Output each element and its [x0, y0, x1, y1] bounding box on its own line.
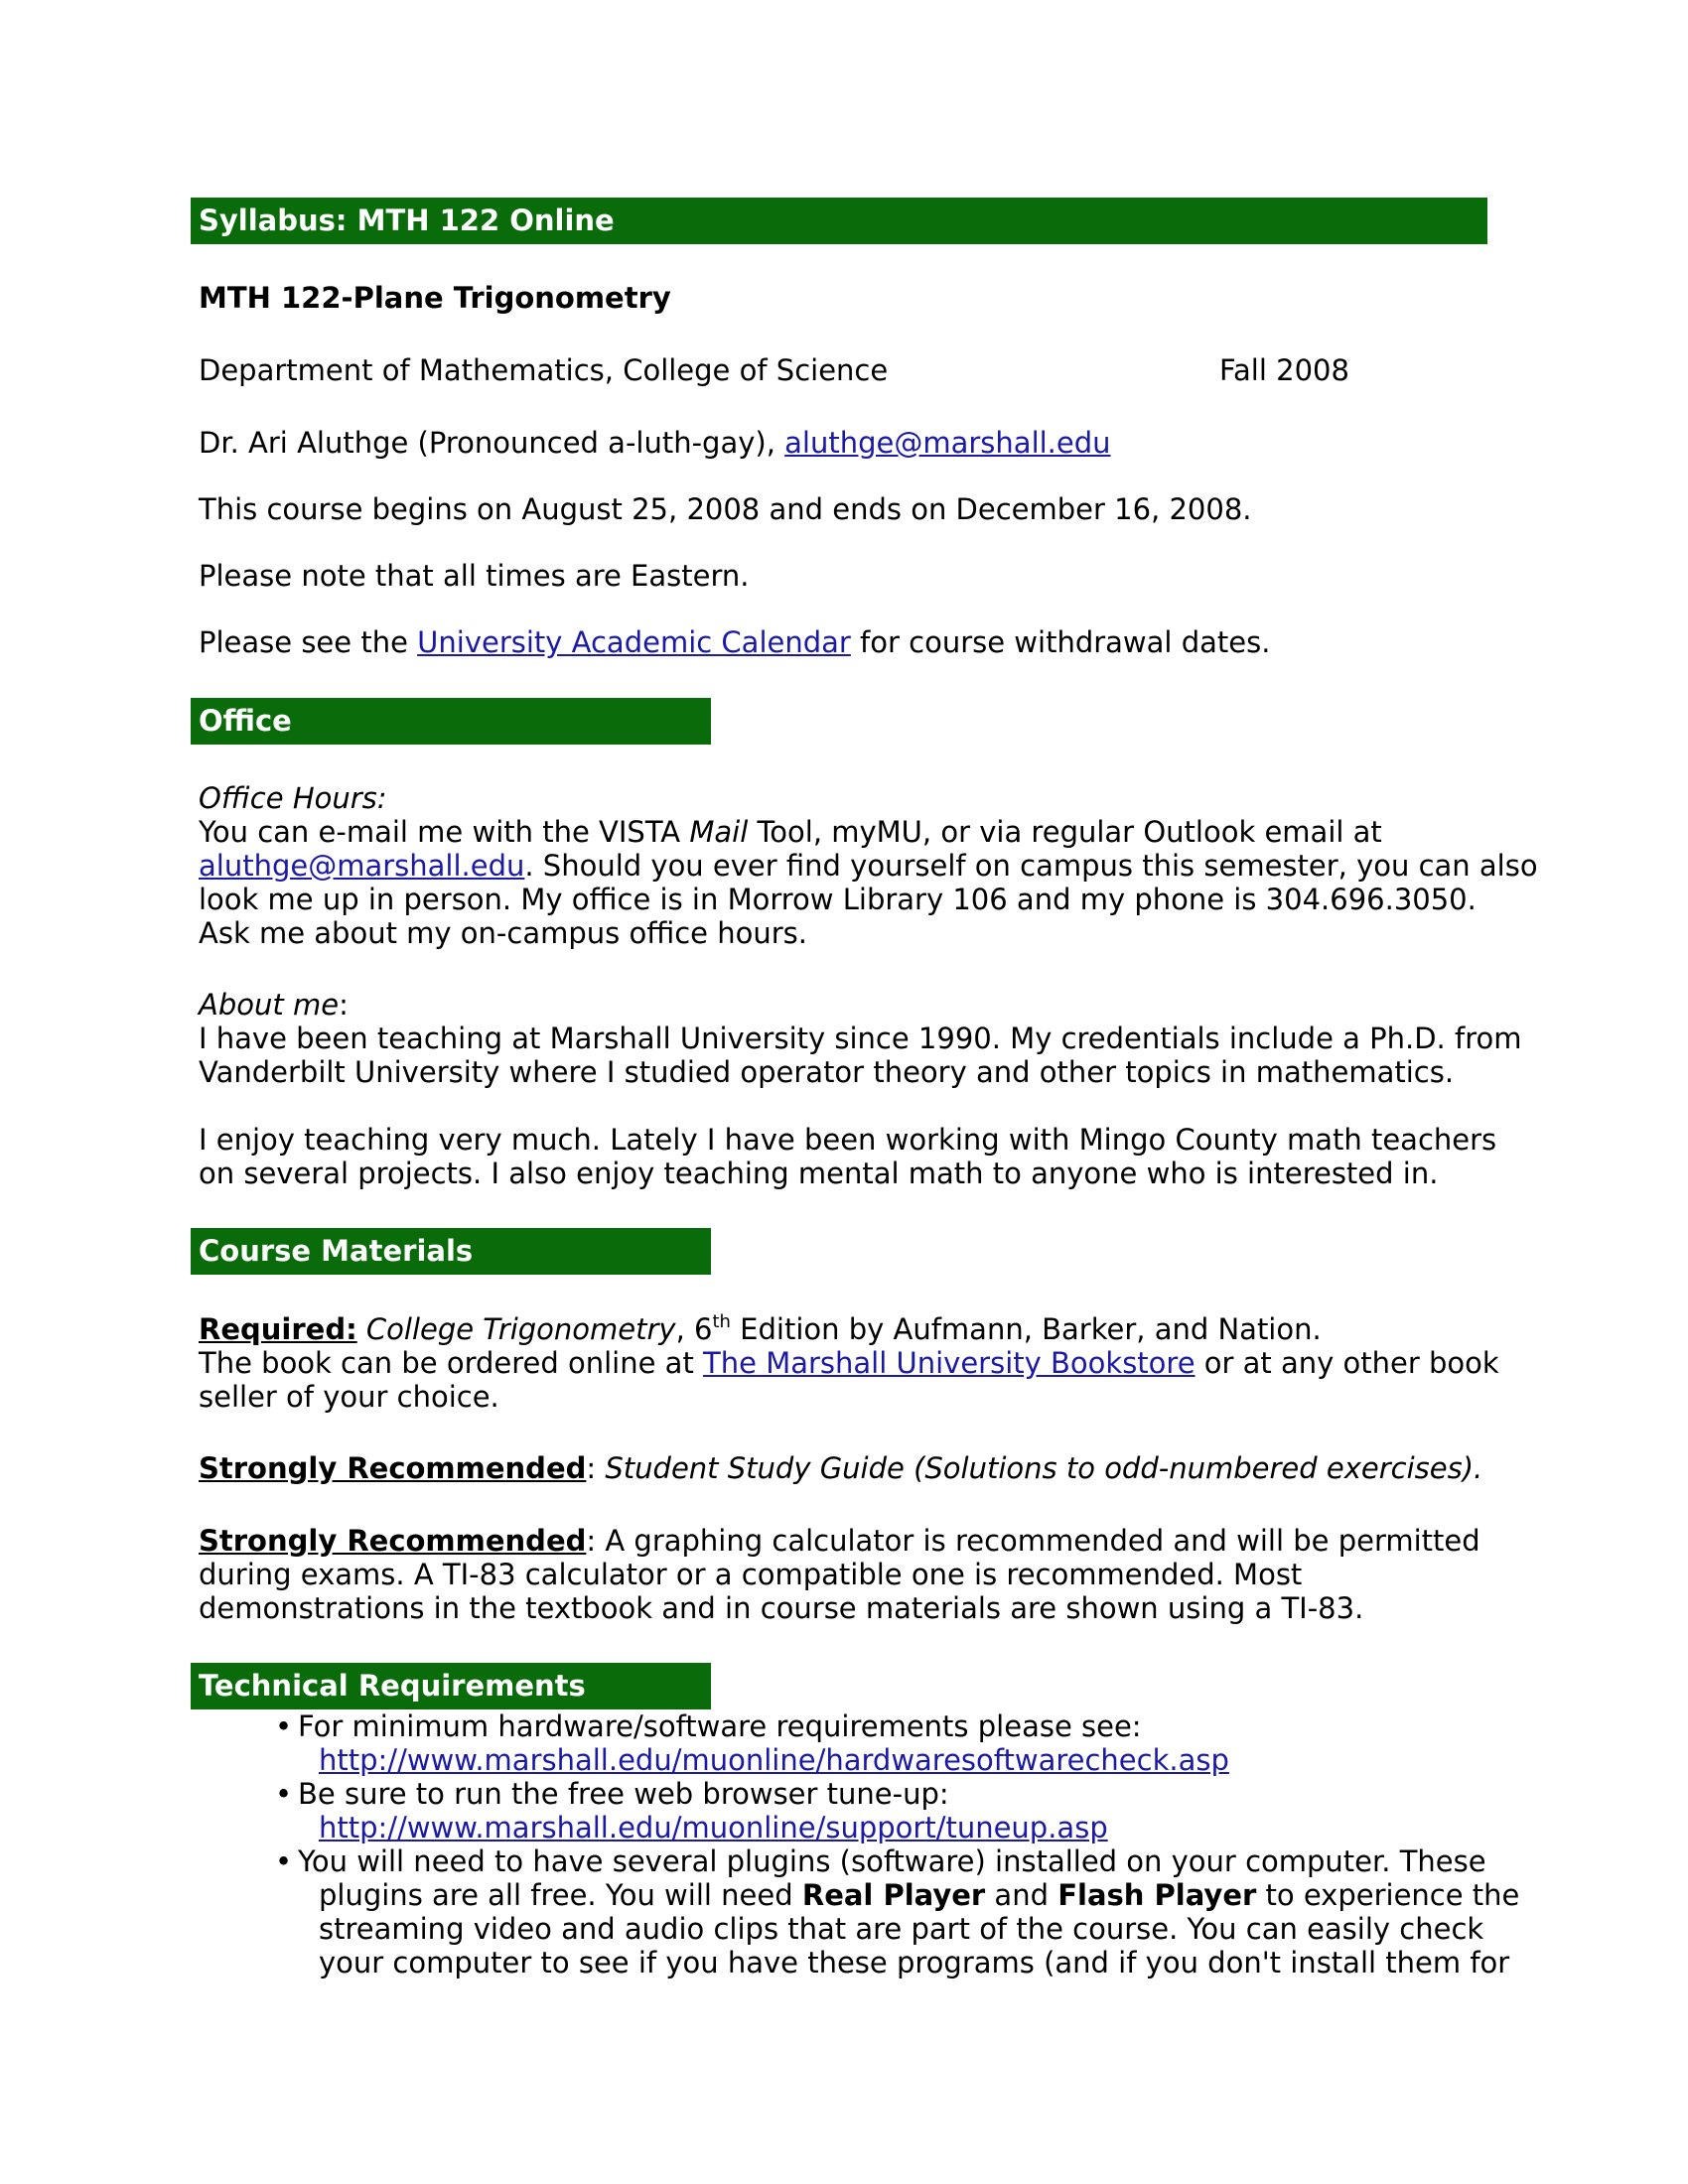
bullet-3-line-1: You will need to have several plugins (software) installed on your computer. These [298, 1844, 1486, 1878]
recommended-calculator-line-3: demonstrations in the textbook and in course materials are shown using a TI-83. [199, 1591, 1364, 1625]
plugins-text-a: plugins are all free. You will need [319, 1878, 802, 1912]
required-edition-rest: Edition by Aufmann, Barker, and Nation. [730, 1312, 1322, 1346]
plugins-and: and [985, 1878, 1058, 1912]
required-edition-num: , 6 [675, 1312, 713, 1346]
edition-superscript: th [712, 1311, 731, 1332]
department-line: Department of Mathematics, College of Science [199, 353, 889, 387]
bullet-1 [275, 1709, 1142, 1743]
recommended-label-2: Strongly Recommended [199, 1524, 587, 1558]
syllabus-title-bar: Syllabus: MTH 122 Online [191, 198, 1487, 244]
recommended-label-1: Strongly Recommended [199, 1451, 587, 1485]
order-line [199, 1346, 1499, 1380]
order-suffix: or at any other book [1195, 1346, 1499, 1380]
bullet-2 [275, 1777, 949, 1811]
about-me-line-2: Vanderbilt University where I studied operator theory and other topics in mathematics. [199, 1055, 1455, 1089]
bullet-dot: • [275, 1844, 293, 1878]
required-line [199, 1312, 1322, 1346]
plugins-text-b: to experience the [1256, 1878, 1520, 1912]
bullet-dot: • [275, 1709, 293, 1743]
calculator-text: : A graphing calculator is recommended and will be permitted [586, 1524, 1480, 1558]
about-me-title: About me [199, 988, 340, 1022]
instructor-line [199, 426, 1111, 460]
bullet-3-line-3: streaming video and audio clips that are part of the course. You can easily check [319, 1912, 1484, 1946]
office-hours-text-a: You can e-mail me with the VISTA [199, 815, 690, 849]
office-hours-label: Office Hours: [199, 781, 387, 815]
recommended-calculator-line-1 [199, 1524, 1480, 1558]
calendar-line [199, 625, 1270, 659]
bookstore-link[interactable]: The Marshall University Bookstore [703, 1346, 1196, 1380]
office-hours-line-1 [199, 815, 1382, 849]
office-hours-text-b: Tool, myMU, or via regular Outlook email at [748, 815, 1382, 849]
calendar-prefix: Please see the [199, 625, 418, 659]
real-player-name: Real Player [801, 1878, 986, 1912]
recommended-study-guide-line [199, 1451, 1482, 1485]
bullet-3-line-4: your computer to see if you have these programs (and if you don't install them for [319, 1946, 1510, 1979]
instructor-email-link[interactable]: aluthge@marshall.edu [784, 426, 1111, 460]
study-guide-text: Student Study Guide (Solutions to odd-numbered exercises). [605, 1451, 1483, 1485]
technical-requirements-heading-bar: Technical Requirements [191, 1663, 711, 1709]
instructor-name: Dr. Ari Aluthge (Pronounced a-luth-gay), [199, 426, 785, 460]
calendar-suffix: for course withdrawal dates. [850, 625, 1271, 659]
office-hours-line-4: Ask me about my on-campus office hours. [199, 916, 807, 950]
term: Fall 2008 [1219, 353, 1349, 387]
order-line-2: seller of your choice. [199, 1380, 499, 1414]
course-title: MTH 122-Plane Trigonometry [199, 281, 671, 315]
flash-player-name: Flash Player [1057, 1878, 1257, 1912]
bullet-1-text: For minimum hardware/software requirements please see: [298, 1709, 1142, 1743]
bullet-3 [275, 1844, 1486, 1878]
office-hours-line-3: look me up in person. My office is in Morrow Library 106 and my phone is 304.696.3050. [199, 883, 1477, 916]
enjoy-line-2: on several projects. I also enjoy teaching mental math to anyone who is interested in. [199, 1157, 1439, 1190]
about-me-line-1: I have been teaching at Marshall University since 1990. My credentials include a Ph.D. from [199, 1022, 1522, 1055]
office-email-link[interactable]: aluthge@marshall.edu [199, 849, 525, 883]
required-book-title: College Trigonometry [365, 1312, 676, 1346]
office-hours-text-c: . Should you ever find yourself on campus this semester, you can also [524, 849, 1538, 883]
recommended-calculator-line-2: during exams. A TI-83 calculator or a compatible one is recommended. Most [199, 1558, 1303, 1591]
recommended-colon-1: : [586, 1451, 606, 1485]
bullet-3-line-2 [319, 1878, 1519, 1912]
enjoy-line-1: I enjoy teaching very much. Lately I have been working with Mingo County math teachers [199, 1123, 1497, 1157]
office-heading-bar: Office [191, 698, 711, 745]
hardware-check-link[interactable]: http://www.marshall.edu/muonline/hardwaresoftwarecheck.asp [319, 1743, 1229, 1777]
course-materials-heading-bar: Course Materials [191, 1228, 711, 1275]
tuneup-link[interactable]: http://www.marshall.edu/muonline/support/tuneup.asp [319, 1811, 1108, 1844]
bullet-dot: • [275, 1777, 293, 1811]
academic-calendar-link[interactable]: University Academic Calendar [417, 625, 851, 659]
bullet-2-text: Be sure to run the free web browser tune-up: [298, 1777, 949, 1811]
order-prefix: The book can be ordered online at [199, 1346, 704, 1380]
about-me-colon: : [339, 988, 349, 1022]
course-dates: This course begins on August 25, 2008 and ends on December 16, 2008. [199, 492, 1252, 526]
mail-tool-name: Mail [689, 815, 749, 849]
about-me-label [199, 988, 349, 1022]
required-label: Required: [199, 1312, 357, 1346]
office-hours-line-2 [199, 849, 1538, 883]
times-note: Please note that all times are Eastern. [199, 559, 750, 593]
